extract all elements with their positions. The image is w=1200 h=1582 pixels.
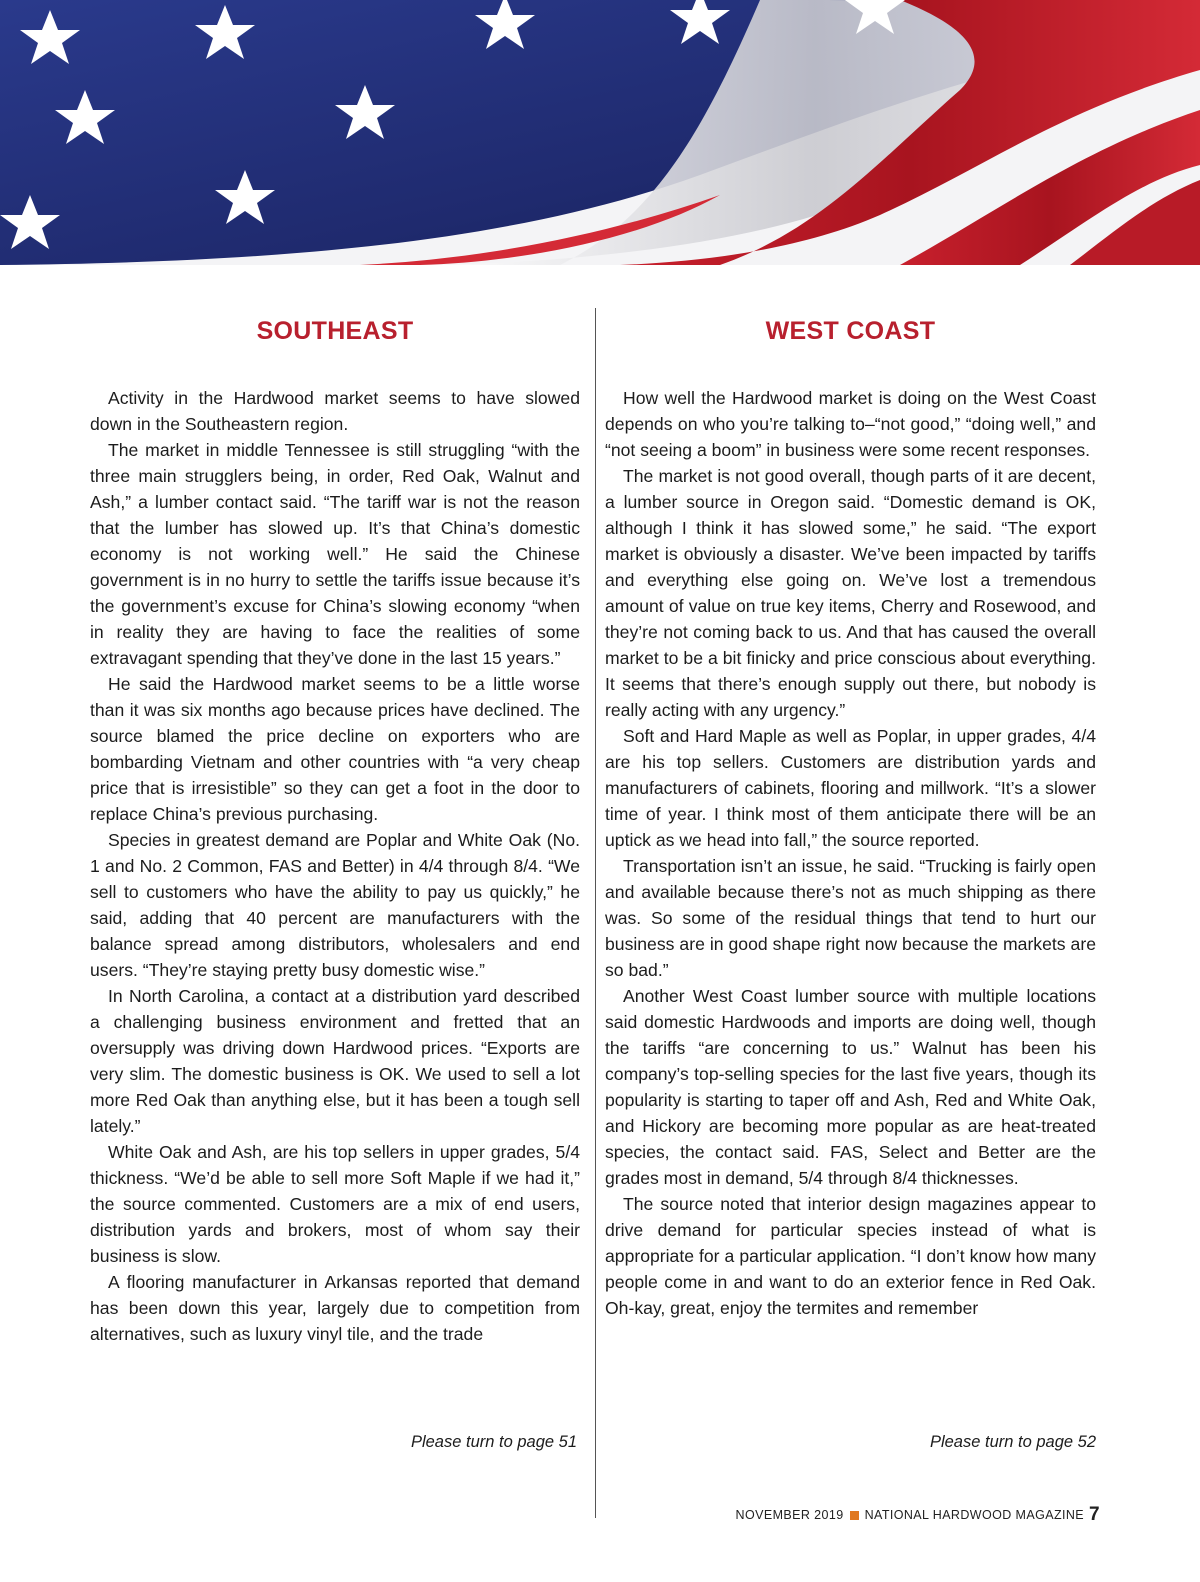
- square-bullet-icon: [850, 1511, 859, 1520]
- west-coast-heading: WEST COAST: [765, 317, 936, 345]
- footer-issue-date: NOVEMBER 2019: [735, 1508, 844, 1522]
- article-paragraph: How well the Hardwood market is doing on the West Coast depends on who you’re talking to–“not good,” “doing well,” and “not seeing a boom” in business were some recent responses.: [605, 388, 1096, 460]
- southeast-heading: SOUTHEAST: [256, 317, 414, 345]
- west-coast-column: [605, 300, 1096, 1385]
- southeast-continuation-note: Please turn to page 51: [410, 1433, 577, 1451]
- article-paragraph: Soft and Hard Maple as well as Poplar, in upper grades, 4/4 are his top sellers. Customers are distribution yards and manufacturers of cabinets, flooring and millwork. “It’s a slower time of year. I think most of them anticipate there will be an uptick as we head into fall,” the source reported.: [605, 726, 1096, 850]
- footer-magazine-name: NATIONAL HARDWOOD MAGAZINE: [864, 1508, 1085, 1522]
- southeast-column: [90, 300, 580, 1385]
- west-coast-article-body: [605, 385, 1096, 1385]
- page-footer: [736, 1504, 1100, 1526]
- article-paragraph: The market in middle Tennessee is still struggling “with the three main strugglers being, in order, Red Oak, Walnut and Ash,” a lumber contact said. “The tariff war is not the reason that the lumber has slowed up. It’s that China’s domestic economy is not working well.” He said the Chinese government is in no hurry to settle the tariffs issue because it’s the government’s excuse for China’s slowing economy “when in reality they are having to face the realities of some extravagant spending that they’ve done in the last 15 years.”: [90, 440, 580, 668]
- page-number: 7: [1089, 1504, 1100, 1525]
- article-paragraph: Activity in the Hardwood market seems to have slowed down in the Southeastern region.: [90, 388, 580, 434]
- american-flag-banner: [0, 0, 1200, 265]
- article-paragraph: Transportation isn’t an issue, he said. “Trucking is fairly open and available because there’s not as much shipping as there was. So some of the residual things that tend to hurt our business are in good shape right now because the markets are so bad.”: [605, 856, 1096, 980]
- southeast-article-body: [90, 385, 580, 1385]
- article-paragraph: Another West Coast lumber source with multiple locations said domestic Hardwoods and imports are doing well, though the tariffs “are concerning to us.” Walnut has been his company’s top-selling species for the last five years, though its popularity is starting to taper off and Ash, Red and White Oak, and Hickory are becoming more popular as are heat-treated species, the contact said. FAS, Select and Better are the grades most in demand, 5/4 through 8/4 thicknesses.: [605, 986, 1096, 1188]
- article-paragraph: In North Carolina, a contact at a distribution yard described a challenging business environment and fretted that an oversupply was driving down Hardwood prices. “Exports are very slim. The domestic business is OK. We used to sell a lot more Red Oak than anything else, but it has been a tough sell lately.”: [90, 986, 580, 1136]
- article-paragraph: The market is not good overall, though parts of it are decent, a lumber source in Oregon said. “Domestic demand is OK, although I think it has slowed some,” he said. “The export market is obviously a disaster. We’ve been impacted by tariffs and everything else going on. We’ve lost a tremendous amount of value on true key items, Cherry and Rosewood, and they’re not coming back to us. And that has caused the overall market to be a bit finicky and price conscious about everything. It seems that there’s enough supply out there, but nobody is really acting with any urgency.”: [605, 466, 1096, 720]
- article-paragraph: He said the Hardwood market seems to be a little worse than it was six months ago because prices have declined. The source blamed the price decline on exporters who are bombarding Vietnam and other countries with “a very cheap price that is irresistible” so they can get a foot in the door to replace China’s previous purchasing.: [90, 674, 580, 824]
- west-coast-continuation-note: Please turn to page 52: [929, 1433, 1096, 1451]
- article-paragraph: The source noted that interior design magazines appear to drive demand for particular species instead of what is appropriate for a particular application. “I don’t know how many people come in and want to do an exterior fence in Red Oak. Oh-kay, great, enjoy the termites and remember: [605, 1194, 1096, 1318]
- article-paragraph: Species in greatest demand are Poplar and White Oak (No. 1 and No. 2 Common, FAS and Better) in 4/4 through 8/4. “We sell to customers who have the ability to pay us quickly,” he said, adding that 40 percent are manufacturers with the balance spread among distributors, wholesalers and end users. “They’re staying pretty busy domestic wise.”: [90, 830, 580, 980]
- column-divider: [595, 308, 596, 1518]
- article-paragraph: White Oak and Ash, are his top sellers in upper grades, 5/4 thickness. “We’d be able to sell more Soft Maple if we had it,” the source commented. Customers are a mix of end users, distribution yards and brokers, most of whom say their business is slow.: [90, 1142, 580, 1266]
- article-paragraph: A flooring manufacturer in Arkansas reported that demand has been down this year, largely due to competition from alternatives, such as luxury vinyl tile, and the trade: [90, 1272, 580, 1344]
